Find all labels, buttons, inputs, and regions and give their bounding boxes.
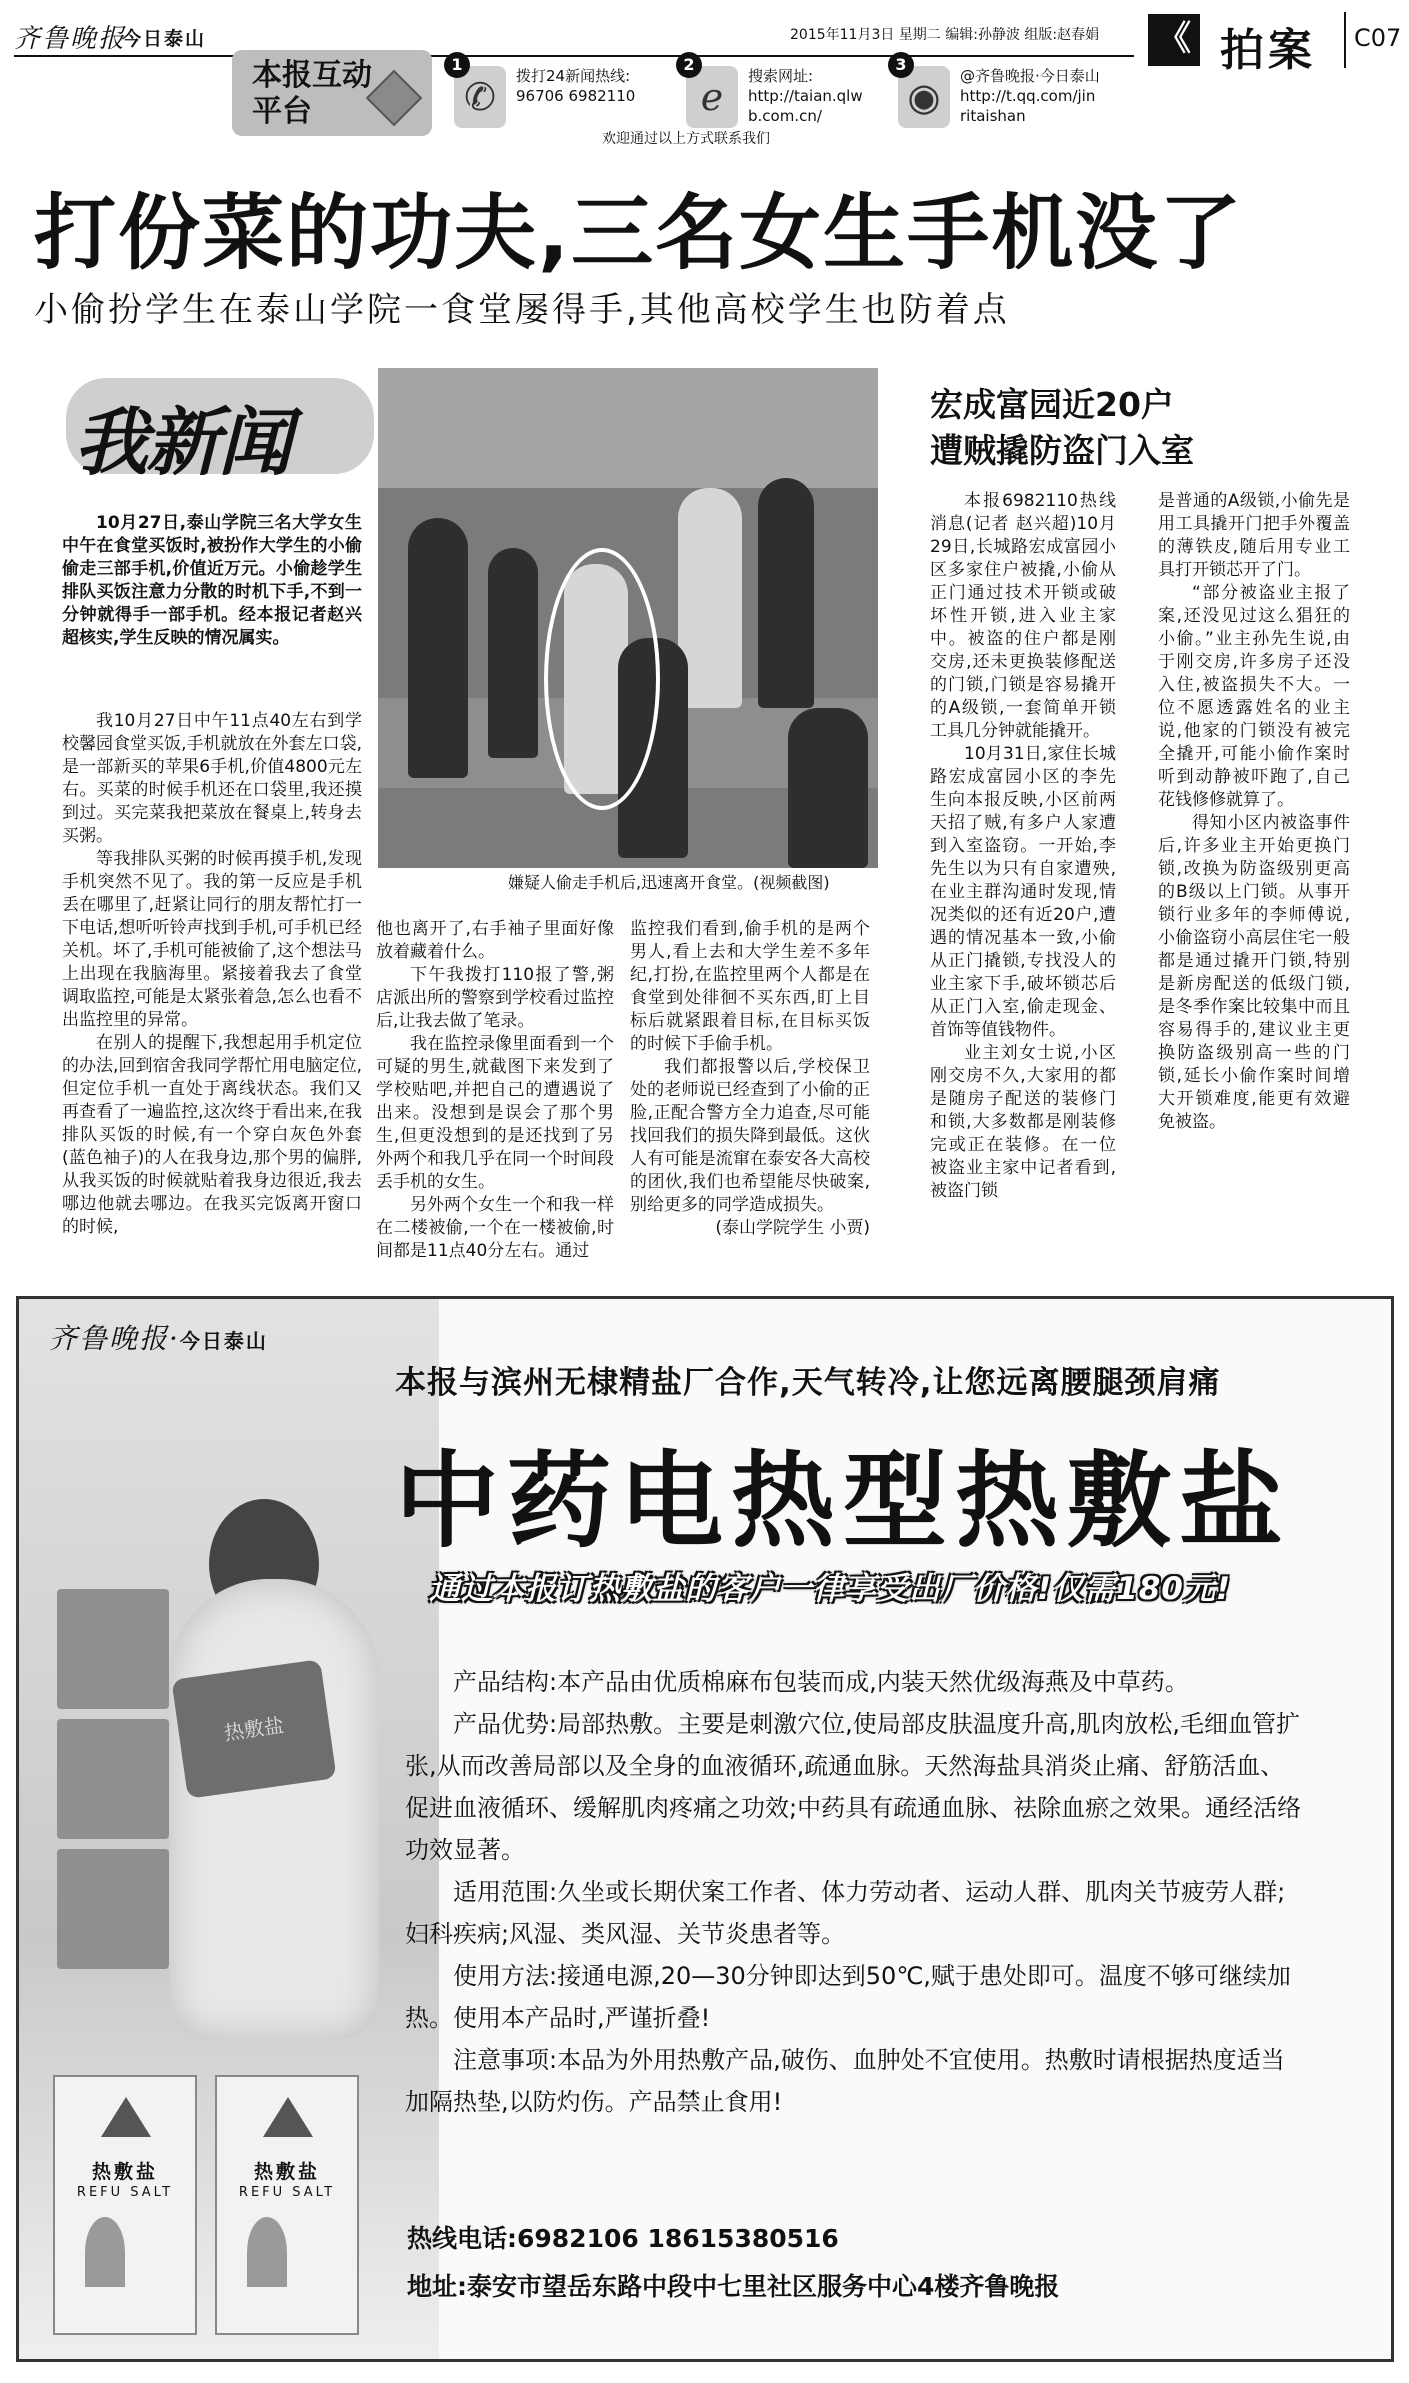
photo-figure [758, 478, 814, 708]
lede-paragraph: 10月27日,泰山学院三名大学女生中午在食堂买饭时,被扮作大学生的小偷偷走三部手机,价值近万元。小偷趁学生排队买饭注意力分散的时机下手,不到一分钟就得手一部手机。经本报记者赵兴超核实,学生反映的情况属实。 [62, 513, 362, 648]
mountain-logo-icon [101, 2097, 151, 2137]
page-section-tab [1148, 8, 1404, 76]
column-logo-text: 我新闻 [74, 400, 290, 486]
ad-paragraph: 产品优势:局部热敷。主要是刺激穴位,使局部皮肤温度升高,肌肉放松,毛细血管扩张,从而改善局部以及全身的血液循环,疏通血脉。天然海盐具消炎止痛、舒筋活血、促进血液循环、缓解肌肉疼痛之功效;中药具有疏通血脉、祛除血瘀之效果。通经活络功效显著。 [405, 1710, 1302, 1864]
article-column-1 [62, 710, 362, 1239]
side-paragraph: 是普通的A级锁,小偷先是用工具撬开门把手外覆盖的薄铁皮,随后用专业工具打开锁芯开了门。 [1158, 491, 1350, 580]
ad-body [405, 1661, 1305, 2123]
body-paragraph: 监控我们看到,偷手机的是两个男人,看上去和大学生差不多年纪,打扮,在监控里两个人都是在食堂到处徘徊不买东西,盯上目标后就紧跟着目标,在目标买饭的时候下手偷手机。 [630, 919, 870, 1054]
channel-number: 1 [444, 52, 470, 78]
photo-figure [488, 548, 538, 758]
article-subhead: 小偷扮学生在泰山学院一食堂屡得手,其他高校学生也防着点 [34, 290, 1010, 330]
body-paragraph: 等我排队买粥的时候再摸手机,发现手机突然不见了。我的第一反应是手机丢在哪里了,赶紧让同行的朋友帮忙打一下电话,想听听铃声找到手机,可手机已经关机。坏了,手机可能被偷了,这个想法马上出现在我脑海里。紧接着我去了食堂调取监控,可能是太紧张着急,怎么也看不出监控里的异常。 [62, 849, 362, 1030]
body-paragraph: 在别人的提醒下,我想起用手机定位的办法,回到宿舍我同学帮忙用电脑定位,但定位手机一直处于离线状态。我们又再查看了一遍监控,这次终于看出来,在我排队买饭的时候,有一个穿白灰色外套(蓝色袖子)的人在我身边,那个男的偏胖,从我买饭的时候就贴着我身边很近,我去哪边他就去哪边。在我买完饭离开窗口的时候, [62, 1033, 362, 1237]
article-column-2 [376, 918, 614, 1263]
page-number: C07 [1354, 24, 1402, 52]
side-paragraph: 10月31日,家住长城路宏成富园小区的李先生向本报反映,小区前两天招了贼,有多户人家遭到入室盗窃。一开始,李先生以为只有自家遭殃,在业主群沟通时发现,情况类似的还有近20户,遭遇的情况基本一致,小偷从正门撬锁,专找没人的业主家下手,破坏锁芯后从正门入室,偷走现金、首饰等值钱物件。 [930, 744, 1116, 1040]
platform-title-box [232, 50, 432, 136]
neck-pain-photo [57, 1589, 169, 1709]
pad-label: 热敷盐 [222, 1712, 286, 1746]
mountain-logo-icon [263, 2097, 313, 2137]
side-story-column-2 [1158, 490, 1350, 1134]
side-paragraph: 得知小区内被盗事件后,许多业主开始更换门锁,改换为防盗级别更高的B级以上门锁。从事开锁行业多年的李师傅说,小偷盗窃小高层住宅一般都是通过撬开门锁,特别是新房配送的低级门锁,是冬季作案比较集中而且容易得手的,建议业主更换防盗级别高一些的门锁,延长小偷作案时间增大开锁难度,能更有效避免被盗。 [1158, 813, 1350, 1132]
column-logo [60, 370, 380, 486]
ad-title: 中药电热型热敷盐 [395, 1440, 1292, 1562]
product-bag [53, 2075, 197, 2335]
channel-line: ritaishan [960, 107, 1026, 125]
bag-subtitle: REFU SALT [238, 2185, 336, 2200]
body-paragraph: 他也离开了,右手袖子里面好像放着藏着什么。 [376, 919, 614, 962]
body-paragraph: 下午我拨打110报了警,粥店派出所的警察到学校看过监控后,让我去做了笔录。 [376, 965, 614, 1031]
bag-title: 热敷盐 [253, 2161, 320, 2183]
channel-text [960, 66, 1100, 126]
weibo-icon: ◉ [898, 66, 950, 128]
article-column-3 [630, 918, 870, 1240]
suspect-highlight-ellipse [544, 548, 660, 810]
lotus-icon [85, 2217, 125, 2287]
section-arrow-icon: 《 [1148, 14, 1200, 66]
body-paragraph: 我10月27日中午11点40左右到学校馨园食堂买饭,手机就放在外套左口袋,是一部新买的苹果6手机,价值4800元左右。买菜的时候手机还在口袋里,我还摸到过。买完菜我把菜放在餐桌上,转身去买粥。 [62, 711, 362, 846]
channel-text [516, 66, 635, 106]
back-pain-photo [57, 1719, 169, 1839]
side-story-title [930, 382, 1194, 474]
phone-icon: ✆ [454, 66, 506, 128]
photo-caption: 嫌疑人偷走手机后,迅速离开食堂。(视频截图) [378, 868, 878, 898]
side-paragraph: “部分被盗业主报了案,还没见过这么猖狂的小偷。”业主孙先生说,由于刚交房,许多房子还没入住,被盗损失不大。一位不愿透露姓名的业主说,他家的门锁没有被完全撬开,可能小偷作案时听到动静被吓跑了,自己花钱修修就算了。 [1158, 583, 1350, 810]
channel-line: @齐鲁晚报·今日泰山 [960, 67, 1100, 85]
model-figure [169, 1579, 379, 2039]
lotus-icon [247, 2217, 287, 2287]
ad-paragraph: 使用方法:接通电源,20—30分钟即达到50℃,赋于患处即可。温度不够可继续加热。使用本产品时,严谨折叠! [405, 1962, 1291, 2032]
photo-figure [788, 708, 868, 868]
bag-title: 热敷盐 [91, 2161, 158, 2183]
masthead-logo: 齐鲁晚报 [14, 24, 127, 54]
platform-footnote: 欢迎通过以上方式联系我们 [602, 131, 770, 147]
ad-hotline: 热线电话:6982106 18615380516 [407, 2224, 839, 2253]
bag-subtitle: REFU SALT [76, 2185, 174, 2200]
channel-text [748, 66, 863, 126]
page-header [0, 0, 1409, 150]
photo-figure [408, 518, 468, 778]
interactive-platform-banner [232, 50, 1102, 147]
channel-number: 2 [676, 52, 702, 78]
date-editor-line: 2015年11月3日 星期二 编辑:孙静波 组版:赵春娟 [790, 27, 1100, 43]
channel-line: http://taian.qlw [748, 87, 863, 105]
platform-title: 本报互动平台 [252, 58, 372, 129]
advertisement [16, 1296, 1394, 2362]
article-lede [62, 512, 362, 650]
ad-brand-name: 齐鲁晚报 [49, 1322, 170, 1355]
tab-divider [1344, 12, 1346, 68]
surveillance-photo [378, 368, 878, 894]
ad-brand: 齐鲁晚报·今日泰山 [49, 1322, 268, 1355]
channel-line: 拨打24新闻热线: [516, 67, 631, 85]
channel-line: 搜索网址: [748, 67, 814, 85]
body-paragraph: 我在监控录像里面看到一个可疑的男生,就截图下来发到了学校贴吧,并把自己的遭遇说了出来。没想到是误会了那个男生,但更没想到的是还找到了另外两个和我几乎在同一个时间段丢手机的女生。 [376, 1034, 614, 1192]
channel-number: 3 [888, 52, 914, 78]
article-byline: (泰山学院学生 小贾) [715, 1218, 870, 1238]
side-title-line: 宏成富园近20户 [930, 385, 1174, 424]
ad-paragraph: 产品结构:本产品由优质棉麻布包装而成,内装天然优级海燕及中草药。 [453, 1668, 1189, 1696]
body-paragraph: 另外两个女生一个和我一样在二楼被偷,一个在一楼被偷,时间都是11点40分左右。通过 [376, 1195, 614, 1261]
body-paragraph: 我们都报警以后,学校保卫处的老师说已经查到了小偷的正脸,正配合警方全力追查,尽可能找回我们的损失降到最低。这伙人有可能是流窜在泰安各大高校的团伙,我们也希望能尽快破案,别给更多的同学造成损失。 [630, 1057, 870, 1215]
knee-pain-photo [57, 1849, 169, 1969]
browser-icon: ℯ [686, 66, 738, 128]
channel-line: 96706 6982110 [516, 87, 636, 105]
ad-brand-section: 今日泰山 [179, 1329, 268, 1353]
side-paragraph: 业主刘女士说,小区刚交房不久,大家用的都是随房子配送的装修门和锁,大多数都是刚装修完或正在装修。在一位被盗业主家中记者看到,被盗门锁 [930, 1043, 1116, 1201]
salt-pad-image [171, 1659, 336, 1799]
photo-background [378, 368, 878, 488]
product-bag [215, 2075, 359, 2335]
ad-paragraph: 适用范围:久坐或长期伏案工作者、体力劳动者、运动人群、肌肉关节疲劳人群;妇科疾病;风湿、类风湿、关节炎患者等。 [405, 1878, 1286, 1948]
ad-intro: 本报与滨州无棣精盐厂合作,天气转冷,让您远离腰腿颈肩痛 [395, 1365, 1221, 1401]
ad-promo: 通过本报订热敷盐的客户一律享受出厂价格!仅需180元! [429, 1571, 1231, 1607]
side-story-column-1 [930, 490, 1116, 1203]
masthead-section: 今日泰山 [122, 28, 207, 50]
article-headline: 打份菜的功夫,三名女生手机没了 [34, 186, 1244, 281]
channel-line: http://t.qq.com/jin [960, 87, 1096, 105]
ad-address: 地址:泰安市望岳东路中段中七里社区服务中心4楼齐鲁晚报 [407, 2272, 1060, 2301]
section-name: 拍案 [1220, 25, 1316, 76]
side-title-line: 遭贼撬防盗门入室 [930, 431, 1194, 470]
side-paragraph: 本报6982110热线消息(记者 赵兴超)10月29日,长城路宏成富园小区多家住户被撬,小偷从正门通过技术开锁或破坏性开锁,进入业主家中。被盗的住户都是刚交房,还未更换装修配送的门锁,门锁是容易撬开的A级锁,一套简单开锁工具几分钟就能撬开。 [930, 491, 1116, 741]
channel-line: b.com.cn/ [748, 107, 822, 125]
ad-paragraph: 注意事项:本品为外用热敷产品,破伤、血肿处不宜使用。热敷时请根据热度适当加隔热垫,以防灼伤。产品禁止食用! [405, 2046, 1285, 2116]
